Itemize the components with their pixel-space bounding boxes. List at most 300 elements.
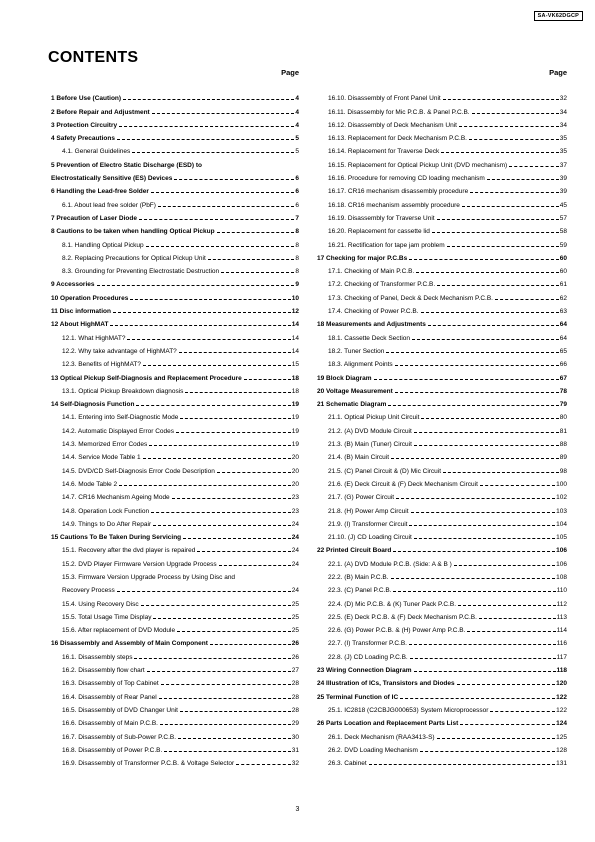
toc-subsection-entry[interactable] [51, 661, 299, 674]
toc-subsection-entry[interactable] [51, 408, 299, 421]
dot-leader [421, 418, 558, 419]
toc-entry-title: 16 Disassembly and Assembly of Main Component [51, 640, 208, 648]
toc-section-entry[interactable] [317, 382, 567, 395]
toc-entry-page: 89 [559, 454, 567, 462]
dot-leader [414, 538, 555, 539]
toc-entry-page: 15 [291, 361, 299, 369]
toc-subsection-entry[interactable] [51, 342, 299, 355]
toc-section-entry[interactable] [51, 302, 299, 315]
dot-leader [388, 405, 558, 406]
toc-entry-title: 14.9. Things to Do After Repair [62, 520, 152, 528]
toc-section-entry[interactable] [317, 249, 567, 262]
dot-leader [479, 618, 556, 619]
toc-entry-page: 6 [295, 175, 299, 183]
dot-leader [161, 684, 291, 685]
toc-entry-title: 12.1. What HighMAT? [62, 334, 126, 342]
toc-entry-title: 20 Voltage Measurement [317, 387, 393, 395]
toc-subsection-entry[interactable] [51, 581, 299, 594]
toc-entry-title: 12.3. Benefits of HighMAT? [62, 361, 142, 369]
toc-entry-title: 4 Safety Precautions [51, 135, 115, 143]
toc-section-entry[interactable] [317, 661, 567, 674]
toc-entry-page: 7 [295, 214, 299, 222]
toc-subsection-entry[interactable] [317, 355, 567, 368]
toc-entry-title: 16.14. Replacement for Traverse Deck [328, 148, 440, 156]
toc-subsection-entry[interactable] [317, 741, 567, 754]
toc-entry-title: 13.1. Optical Pickup Breakdown diagnosis [62, 387, 184, 395]
toc-entry-page: 106 [556, 560, 567, 568]
toc-entry-title: 8.2. Replacing Precautions for Optical Pickup Unit [62, 254, 206, 262]
dot-leader [236, 764, 291, 765]
toc-subsection-entry[interactable] [51, 515, 299, 528]
toc-entry-title: 12.2. Why take advantage of HighMAT? [62, 347, 177, 355]
dot-leader [462, 206, 559, 207]
dot-leader [158, 206, 294, 207]
toc-subsection-entry[interactable] [51, 741, 299, 754]
toc-subsection-entry[interactable] [317, 195, 567, 208]
toc-subsection-entry[interactable] [317, 342, 567, 355]
toc-entry-title: 16.20. Replacement for cassette lid [328, 228, 430, 236]
toc-entry-title: 16.3. Disassembly of Top Cabinet [62, 680, 159, 688]
toc-entry-title: 14.4. Service Mode Table 1 [62, 454, 141, 462]
toc-subsection-entry[interactable] [51, 687, 299, 700]
toc-entry-title: 16.15. Replacement for Optical Pickup Unit (DVD mechanism) [328, 161, 508, 169]
toc-entry-title: 18.3. Alignment Points [328, 361, 393, 369]
toc-subsection-entry[interactable] [51, 727, 299, 740]
toc-entry-title: 1 Before Use (Caution) [51, 95, 122, 103]
toc-subsection-entry[interactable] [51, 621, 299, 634]
toc-entry-title: 18 Measurements and Adjustments [317, 321, 426, 329]
toc-section-entry[interactable] [317, 674, 567, 687]
toc-section-entry[interactable] [51, 275, 299, 288]
page-number: 3 [295, 806, 300, 813]
toc-entry-title: 17.1. Checking of Main P.C.B. [328, 268, 415, 276]
dot-leader [443, 472, 559, 473]
toc-subsection-entry[interactable] [51, 647, 299, 660]
toc-entry-title: 17 Checking for major P.C.Bs [317, 254, 408, 262]
toc-entry-title: 26.1. Deck Mechanism (RAA3413-S) [328, 733, 435, 741]
toc-subsection-entry[interactable] [51, 448, 299, 461]
toc-subsection-entry[interactable] [317, 275, 567, 288]
toc-entry-title: 22.3. (C) Panel P.C.B. [328, 587, 392, 595]
toc-entry-page: 128 [556, 746, 567, 754]
dot-leader [393, 551, 555, 552]
dot-leader [174, 179, 294, 180]
toc-section-entry[interactable] [51, 222, 299, 235]
toc-subsection-entry[interactable] [317, 515, 567, 528]
page-column-header: Page [281, 68, 299, 77]
toc-entry-page: 39 [559, 188, 567, 196]
dot-leader [470, 192, 559, 193]
toc-subsection-entry[interactable] [51, 328, 299, 341]
dot-leader [411, 512, 556, 513]
toc-entry-title: Recovery Process [62, 587, 115, 595]
toc-entry-page: 8 [295, 254, 299, 262]
toc-entry-title: 7 Precaution of Laser Diode [51, 214, 137, 222]
toc-entry-title: 16.12. Disassembly of Deck Mechanism Unit [328, 121, 457, 129]
toc-subsection-entry[interactable] [317, 647, 567, 660]
toc-entry-title: 21.6. (E) Deck Circuit & (F) Deck Mechanism Circuit [328, 480, 478, 488]
dot-leader [221, 272, 294, 273]
toc-entry-page: 106 [556, 547, 567, 555]
toc-entry-title: 18.2. Tuner Section [328, 347, 385, 355]
toc-entry-title: 8 Cautions to be taken when handling Optical Pickup [51, 228, 215, 236]
dot-leader [443, 99, 559, 100]
toc-subsection-entry[interactable] [317, 288, 567, 301]
toc-entry-title: 14.6. Mode Table 2 [62, 480, 118, 488]
dot-leader [123, 99, 294, 100]
dot-leader [219, 565, 291, 566]
dot-leader [208, 259, 295, 260]
toc-entry-title: Electrostatically Sensitive (ES) Devices [51, 175, 173, 183]
toc-subsection-entry[interactable] [51, 142, 299, 155]
toc-subsection-entry[interactable] [317, 528, 567, 541]
dot-leader [458, 605, 556, 606]
toc-subsection-entry[interactable] [51, 249, 299, 262]
toc-entry-page: 24 [291, 534, 299, 542]
toc-subsection-entry[interactable] [317, 568, 567, 581]
toc-entry-page: 104 [556, 520, 567, 528]
toc-entry-page: 27 [291, 667, 299, 675]
dot-leader [149, 445, 291, 446]
toc-entry-title: 14.5. DVD/CD Self-Diagnosis Error Code Description [62, 467, 215, 475]
dot-leader [185, 392, 290, 393]
dot-leader [490, 711, 555, 712]
toc-entry-page: 5 [295, 135, 299, 143]
toc-subsection-entry[interactable] [51, 475, 299, 488]
toc-entry-page: 88 [559, 441, 567, 449]
toc-entry-page: 24 [291, 587, 299, 595]
toc-section-entry[interactable] [51, 528, 299, 541]
dot-leader [210, 644, 291, 645]
dot-leader [416, 272, 559, 273]
toc-entry-page: 6 [295, 201, 299, 209]
dot-leader [393, 591, 555, 592]
dot-leader [164, 751, 290, 752]
toc-subsection-entry[interactable] [317, 89, 567, 102]
toc-entry-page: 10 [291, 294, 299, 302]
toc-entry-page: 29 [291, 720, 299, 728]
toc-entry-title: 6 Handling the Lead-free Solder [51, 188, 149, 196]
toc-entry-page: 32 [291, 760, 299, 768]
toc-section-entry[interactable] [51, 368, 299, 381]
toc-section-entry[interactable] [51, 288, 299, 301]
toc-subsection-entry[interactable] [317, 102, 567, 115]
toc-entry-page: 64 [559, 334, 567, 342]
dot-leader [395, 365, 559, 366]
toc-entry-page: 18 [291, 387, 299, 395]
toc-entry-page: 18 [291, 374, 299, 382]
toc-entry-page: 57 [559, 214, 567, 222]
toc-entry-page: 108 [556, 573, 567, 581]
dot-leader [151, 192, 294, 193]
dot-leader [391, 458, 559, 459]
toc-entry-page: 112 [556, 600, 567, 608]
dot-leader [412, 339, 559, 340]
toc-entry-page: 19 [291, 427, 299, 435]
toc-entry-page: 5 [295, 148, 299, 156]
dot-leader [437, 738, 556, 739]
toc-section-entry[interactable] [51, 182, 299, 195]
dot-leader [151, 512, 291, 513]
toc-subsection-entry[interactable] [317, 116, 567, 129]
toc-subsection-entry[interactable] [51, 501, 299, 514]
toc-section-entry[interactable] [317, 368, 567, 381]
toc-entry-page: 98 [559, 467, 567, 475]
toc-entry-title: 4.1. General Guidelines [62, 148, 131, 156]
toc-entry-page: 122 [556, 706, 567, 714]
toc-entry-page: 113 [556, 613, 567, 621]
dot-leader [487, 179, 559, 180]
dot-leader [159, 698, 291, 699]
toc-entry-title: 16.4. Disassembly of Rear Panel [62, 693, 157, 701]
toc-subsection-entry[interactable] [317, 701, 567, 714]
dot-leader [134, 658, 290, 659]
toc-entry-title: 21.8. (H) Power Amp Circuit [328, 507, 409, 515]
toc-entry-page: 100 [556, 480, 567, 488]
dot-leader [97, 285, 295, 286]
dot-leader [391, 578, 556, 579]
toc-subsection-entry[interactable] [51, 235, 299, 248]
toc-entry-title: 16.7. Disassembly of Sub-Power P.C.B. [62, 733, 177, 741]
toc-subsection-entry[interactable] [51, 701, 299, 714]
toc-subsection-entry[interactable] [51, 382, 299, 395]
dot-leader [414, 432, 559, 433]
dot-leader [119, 126, 294, 127]
dot-leader [180, 418, 290, 419]
dot-leader [179, 352, 291, 353]
toc-subsection-entry[interactable] [317, 129, 567, 142]
dot-leader [480, 485, 555, 486]
toc-entry-page: 20 [291, 467, 299, 475]
toc-subsection-entry[interactable] [317, 262, 567, 275]
toc-entry-page: 28 [291, 680, 299, 688]
toc-subsection-entry[interactable] [317, 727, 567, 740]
toc-subsection-entry[interactable] [317, 209, 567, 222]
toc-entry-title: 12 About HighMAT [51, 321, 109, 329]
toc-section-entry[interactable] [51, 634, 299, 647]
dot-leader [117, 139, 294, 140]
toc-section-entry[interactable] [51, 315, 299, 328]
toc-entry-title: 22.6. (G) Power P.C.B. & (H) Power Amp P.C.B. [328, 627, 466, 635]
dot-leader [177, 631, 291, 632]
toc-subsection-entry[interactable] [51, 195, 299, 208]
toc-subsection-entry[interactable] [51, 568, 299, 581]
toc-subsection-entry[interactable] [317, 621, 567, 634]
toc-subsection-entry[interactable] [317, 235, 567, 248]
toc-subsection-entry[interactable] [51, 594, 299, 607]
toc-section-entry[interactable] [51, 89, 299, 102]
toc-entry-page: 103 [556, 507, 567, 515]
toc-entry-title: 22.4. (D) Mic P.C.B. & (K) Tuner Pack P.C.B. [328, 600, 456, 608]
toc-subsection-entry[interactable] [51, 674, 299, 687]
dot-leader [421, 312, 559, 313]
toc-subsection-entry[interactable] [51, 421, 299, 434]
dot-leader [454, 565, 555, 566]
toc-section-entry[interactable] [51, 395, 299, 408]
toc-section-entry[interactable] [317, 541, 567, 554]
toc-entry-page: 81 [559, 427, 567, 435]
toc-entry-page: 110 [556, 587, 567, 595]
toc-subsection-entry[interactable] [317, 169, 567, 182]
toc-entry-title: 15.5. Total Usage Time Display [62, 613, 152, 621]
toc-section-entry[interactable] [317, 687, 567, 700]
toc-entry-page: 32 [559, 95, 567, 103]
toc-section-entry[interactable] [51, 169, 299, 182]
toc-subsection-entry[interactable] [51, 714, 299, 727]
toc-subsection-entry[interactable] [317, 488, 567, 501]
toc-entry-title: 21.7. (G) Power Circuit [328, 494, 395, 502]
toc-subsection-entry[interactable] [317, 182, 567, 195]
toc-entry-page: 35 [559, 148, 567, 156]
toc-subsection-entry[interactable] [51, 262, 299, 275]
dot-leader [400, 698, 555, 699]
toc-entry-page: 31 [291, 746, 299, 754]
toc-entry-page: 4 [295, 95, 299, 103]
toc-entry-title: 21.2. (A) DVD Module Circuit [328, 427, 412, 435]
dot-leader [197, 551, 290, 552]
toc-entry-page: 34 [559, 108, 567, 116]
toc-subsection-entry[interactable] [317, 328, 567, 341]
toc-entry-page: 23 [291, 494, 299, 502]
dot-leader [143, 365, 291, 366]
toc-entry-page: 19 [291, 414, 299, 422]
dot-leader [178, 738, 291, 739]
toc-entry-title: 16.18. CR16 mechanism assembly procedure [328, 201, 460, 209]
toc-subsection-entry[interactable] [317, 754, 567, 767]
toc-subsection-entry[interactable] [317, 408, 567, 421]
toc-entry-title: 16.10. Disassembly of Front Panel Unit [328, 95, 441, 103]
toc-entry-title: 15.6. After replacement of DVD Module [62, 627, 176, 635]
toc-section-entry[interactable] [51, 155, 299, 168]
toc-subsection-entry[interactable] [51, 461, 299, 474]
dot-leader [217, 232, 295, 233]
toc-entry-page: 8 [295, 268, 299, 276]
toc-subsection-entry[interactable] [317, 421, 567, 434]
toc-entry-page: 124 [556, 720, 567, 728]
toc-entry-title: 17.4. Checking of Power P.C.B. [328, 308, 419, 316]
toc-subsection-entry[interactable] [317, 608, 567, 621]
toc-subsection-entry[interactable] [317, 475, 567, 488]
toc-entry-title: 2 Before Repair and Adjustment [51, 108, 150, 116]
toc-section-entry[interactable] [317, 714, 567, 727]
toc-entry-page: 114 [556, 627, 567, 635]
toc-entry-title: 22.1. (A) DVD Module P.C.B. (Side: A & B ) [328, 560, 452, 568]
toc-subsection-entry[interactable] [51, 608, 299, 621]
toc-entry-page: 25 [291, 613, 299, 621]
toc-entry-page: 25 [291, 627, 299, 635]
dot-leader [457, 684, 556, 685]
toc-subsection-entry[interactable] [317, 554, 567, 567]
toc-entry-title: 21.10. (J) CD Loading Circuit [328, 534, 412, 542]
toc-section-entry[interactable] [51, 129, 299, 142]
toc-entry-title: 26.2. DVD Loading Mechanism [328, 746, 418, 754]
dot-leader [414, 671, 556, 672]
toc-subsection-entry[interactable] [317, 435, 567, 448]
toc-entry-page: 30 [291, 733, 299, 741]
toc-list [317, 89, 567, 767]
toc-subsection-entry[interactable] [51, 488, 299, 501]
dot-leader [414, 445, 559, 446]
toc-entry-title: 14.2. Automatic Displayed Error Codes [62, 427, 174, 435]
toc-entry-title: 22.5. (E) Deck P.C.B. & (F) Deck Mechanism P.C.B. [328, 613, 477, 621]
toc-subsection-entry[interactable] [317, 634, 567, 647]
toc-subsection-entry[interactable] [317, 581, 567, 594]
toc-entry-page: 19 [291, 441, 299, 449]
toc-subsection-entry[interactable] [317, 302, 567, 315]
toc-entry-page: 131 [556, 760, 567, 768]
toc-entry-title: 14.1. Entering into Self-Diagnostic Mode [62, 414, 179, 422]
dot-leader [136, 405, 290, 406]
toc-entry-title: 21.9. (I) Transformer Circuit [328, 520, 408, 528]
toc-entry-page: 125 [556, 733, 567, 741]
toc-subsection-entry[interactable] [317, 501, 567, 514]
dot-leader [469, 139, 559, 140]
toc-subsection-entry[interactable] [317, 142, 567, 155]
toc-subsection-entry[interactable] [317, 461, 567, 474]
dot-leader [183, 538, 291, 539]
toc-entry-page: 28 [291, 693, 299, 701]
toc-entry-title: 16.8. Disassembly of Power P.C.B. [62, 746, 163, 754]
toc-entry-page: 65 [559, 347, 567, 355]
toc-entry-page: 14 [291, 334, 299, 342]
toc-entry-page: 24 [291, 520, 299, 528]
dot-leader [437, 219, 559, 220]
toc-section-entry[interactable] [51, 209, 299, 222]
toc-subsection-entry[interactable] [317, 155, 567, 168]
toc-section-entry[interactable] [51, 116, 299, 129]
toc-subsection-entry[interactable] [51, 435, 299, 448]
toc-entry-page: 60 [559, 268, 567, 276]
toc-subsection-entry[interactable] [317, 594, 567, 607]
toc-entry-title: 18.1. Cassette Deck Section [328, 334, 411, 342]
dot-leader [153, 618, 290, 619]
dot-leader [410, 658, 556, 659]
toc-entry-title: 22 Printed Circuit Board [317, 547, 392, 555]
toc-entry-title: 21.4. (B) Main Circuit [328, 454, 390, 462]
toc-list [51, 89, 299, 767]
toc-entry-title: 16.5. Disassembly of DVD Changer Unit [62, 706, 178, 714]
toc-entry-page: 105 [556, 534, 567, 542]
toc-entry-title: 25 Terminal Function of IC [317, 693, 399, 701]
toc-section-entry[interactable] [317, 395, 567, 408]
toc-entry-page: 26 [291, 640, 299, 648]
toc-entry-page: 34 [559, 121, 567, 129]
toc-entry-title: 16.13. Replacement for Deck Mechanism P.C.B. [328, 135, 467, 143]
toc-column-left [51, 68, 299, 767]
toc-entry-page: 117 [556, 653, 567, 661]
dot-leader [180, 711, 291, 712]
toc-subsection-entry[interactable] [51, 754, 299, 767]
toc-subsection-entry[interactable] [317, 222, 567, 235]
toc-entry-page: 23 [291, 507, 299, 515]
toc-section-entry[interactable] [51, 102, 299, 115]
toc-entry-title: 21.1. Optical Pickup Unit Circuit [328, 414, 420, 422]
toc-entry-page: 64 [559, 321, 567, 329]
dot-leader [432, 232, 559, 233]
toc-entry-page: 58 [559, 228, 567, 236]
toc-entry-title: 14 Self-Diagnosis Function [51, 401, 135, 409]
toc-subsection-entry[interactable] [317, 448, 567, 461]
toc-entry-title: 16.19. Disassembly for Traverse Unit [328, 214, 435, 222]
toc-subsection-entry[interactable] [51, 554, 299, 567]
toc-subsection-entry[interactable] [51, 355, 299, 368]
toc-entry-title: 22.7. (I) Transformer P.C.B. [328, 640, 407, 648]
toc-subsection-entry[interactable] [51, 541, 299, 554]
toc-entry-page: 66 [559, 361, 567, 369]
toc-entry-title: 15.3. Firmware Version Upgrade Process by Using Disc and [62, 573, 236, 581]
toc-section-entry[interactable] [317, 315, 567, 328]
dot-leader [244, 379, 291, 380]
